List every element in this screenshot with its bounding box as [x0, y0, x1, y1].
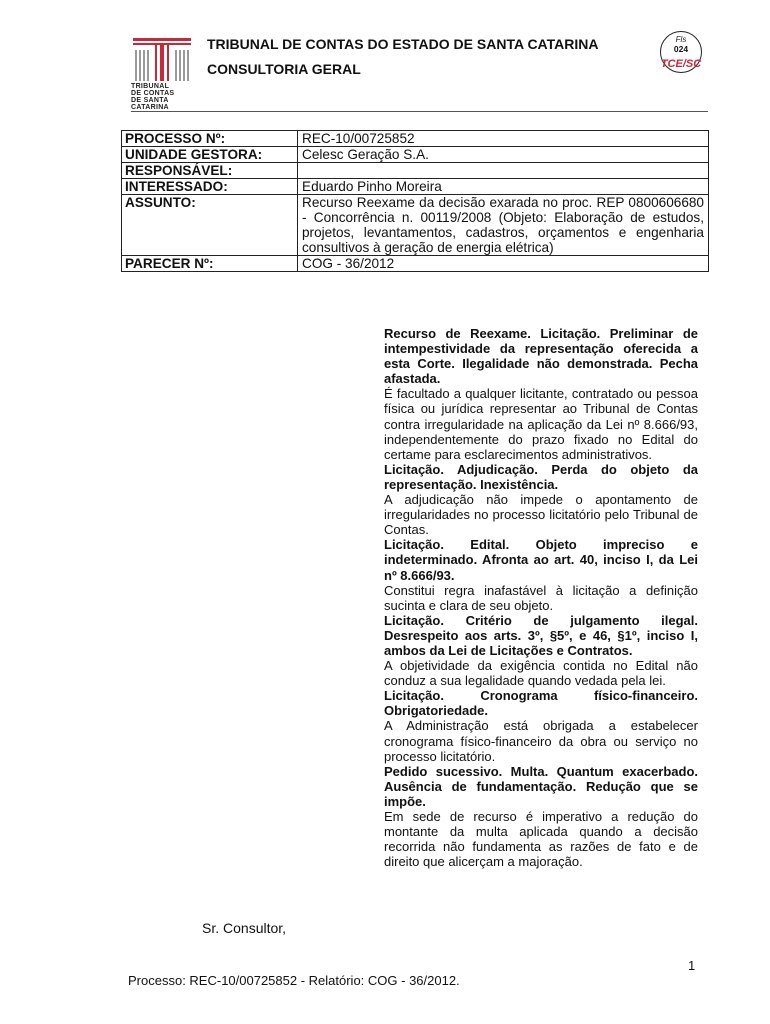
- salutation: Sr. Consultor,: [202, 920, 287, 936]
- row-label: PROCESSO Nº:: [122, 131, 298, 147]
- logo-line: DE SANTA: [131, 97, 169, 104]
- row-label: PARECER Nº:: [122, 256, 298, 272]
- ementa-heading: Recurso de Reexame. Licitação. Preliminar de intempestividade da representação oferecida a esta Corte. Ilegalidade não demonstrada. Pecha afastada.: [384, 326, 698, 387]
- row-value: [298, 163, 709, 179]
- table-row: [122, 195, 709, 256]
- logo-line: DE CONTAS: [131, 90, 175, 97]
- table-row: [122, 256, 709, 272]
- ementa-text: A objetividade da exigência contida no Edital não conduz a sua legalidade quando vedada pela lei.: [384, 658, 698, 689]
- ementa-text: É facultado a qualquer licitante, contratado ou pessoa física ou jurídica representar ao Tribunal de Contas contra irregularidade na aplicação da Lei nº 8.666/93, independentemente do prazo fixado no Edital do certame para esclarecimentos administrativos.: [384, 386, 698, 462]
- stamp-seal: TCE/SC: [660, 58, 702, 70]
- table-row: [122, 131, 709, 147]
- row-label: UNIDADE GESTORA:: [122, 147, 298, 163]
- table-row: [122, 179, 709, 195]
- row-value: Eduardo Pinho Moreira: [298, 179, 709, 195]
- ementa-text: Em sede de recurso é imperativo a redução do montante da multa aplicada quando a decisão recorrida não fundamenta as razões de fato e de direito que alicerçam a majoração.: [384, 809, 698, 870]
- row-value: REC-10/00725852: [298, 131, 709, 147]
- process-table: [121, 130, 709, 272]
- row-value: Celesc Geração S.A.: [298, 147, 709, 163]
- table-row: [122, 147, 709, 163]
- ementa-heading: Pedido sucessivo. Multa. Quantum exacerbado. Ausência de fundamentação. Redução que se impõe.: [384, 763, 698, 809]
- logo-caption: [131, 83, 193, 111]
- logo-line: CATARINA: [131, 104, 169, 111]
- page-stamp: [659, 30, 703, 74]
- org-name: TRIBUNAL DE CONTAS DO ESTADO DE SANTA CATARINA: [207, 36, 599, 52]
- ementa-text: A adjudicação não impede o apontamento de irregularidades no processo licitatório pelo Tribunal de Contas.: [384, 492, 698, 538]
- ementa-heading: Licitação. Adjudicação. Perda do objeto da representação. Inexistência.: [384, 461, 698, 492]
- row-value: COG - 36/2012: [298, 256, 709, 272]
- ementa: [384, 326, 698, 869]
- page-number: 1: [688, 958, 696, 973]
- header-divider: [131, 111, 708, 112]
- row-label: RESPONSÁVEL:: [122, 163, 298, 179]
- ementa-heading: Licitação. Cronograma físico-financeiro. Obrigatoriedade.: [384, 688, 698, 719]
- stamp-number: 024: [673, 44, 689, 54]
- row-label: ASSUNTO:: [122, 195, 298, 256]
- dept-name: CONSULTORIA GERAL: [207, 61, 361, 77]
- row-label: INTERESSADO:: [122, 179, 298, 195]
- stamp-label: Fls: [675, 35, 687, 44]
- ementa-text: Constitui regra inafastável à licitação a definição sucinta e clara de seu objeto.: [384, 582, 698, 613]
- table-row: [122, 163, 709, 179]
- logo-line: TRIBUNAL: [131, 83, 170, 90]
- ementa-heading: Licitação. Critério de julgamento ilegal. Desrespeito aos arts. 3º, §5º, e 46, §1º, inciso I, ambos da Lei de Licitações e Contratos.: [384, 612, 698, 658]
- row-value: Recurso Reexame da decisão exarada no proc. REP 0800606680 - Concorrência n. 00119/2008 (Objeto: Elaboração de estudos, projetos, levantamentos, cadastros, orçamentos e engenharia consultivos à geração de energia elétrica): [298, 195, 709, 256]
- ementa-heading: Licitação. Edital. Objeto impreciso e indeterminado. Afronta ao art. 40, inciso I, da Lei nº 8.666/93.: [384, 537, 698, 583]
- ementa-text: A Administração está obrigada a estabelecer cronograma físico-financeiro da obra ou serviço no processo licitatório.: [384, 718, 698, 764]
- page-footer: Processo: REC-10/00725852 - Relatório: COG - 36/2012.: [128, 973, 460, 988]
